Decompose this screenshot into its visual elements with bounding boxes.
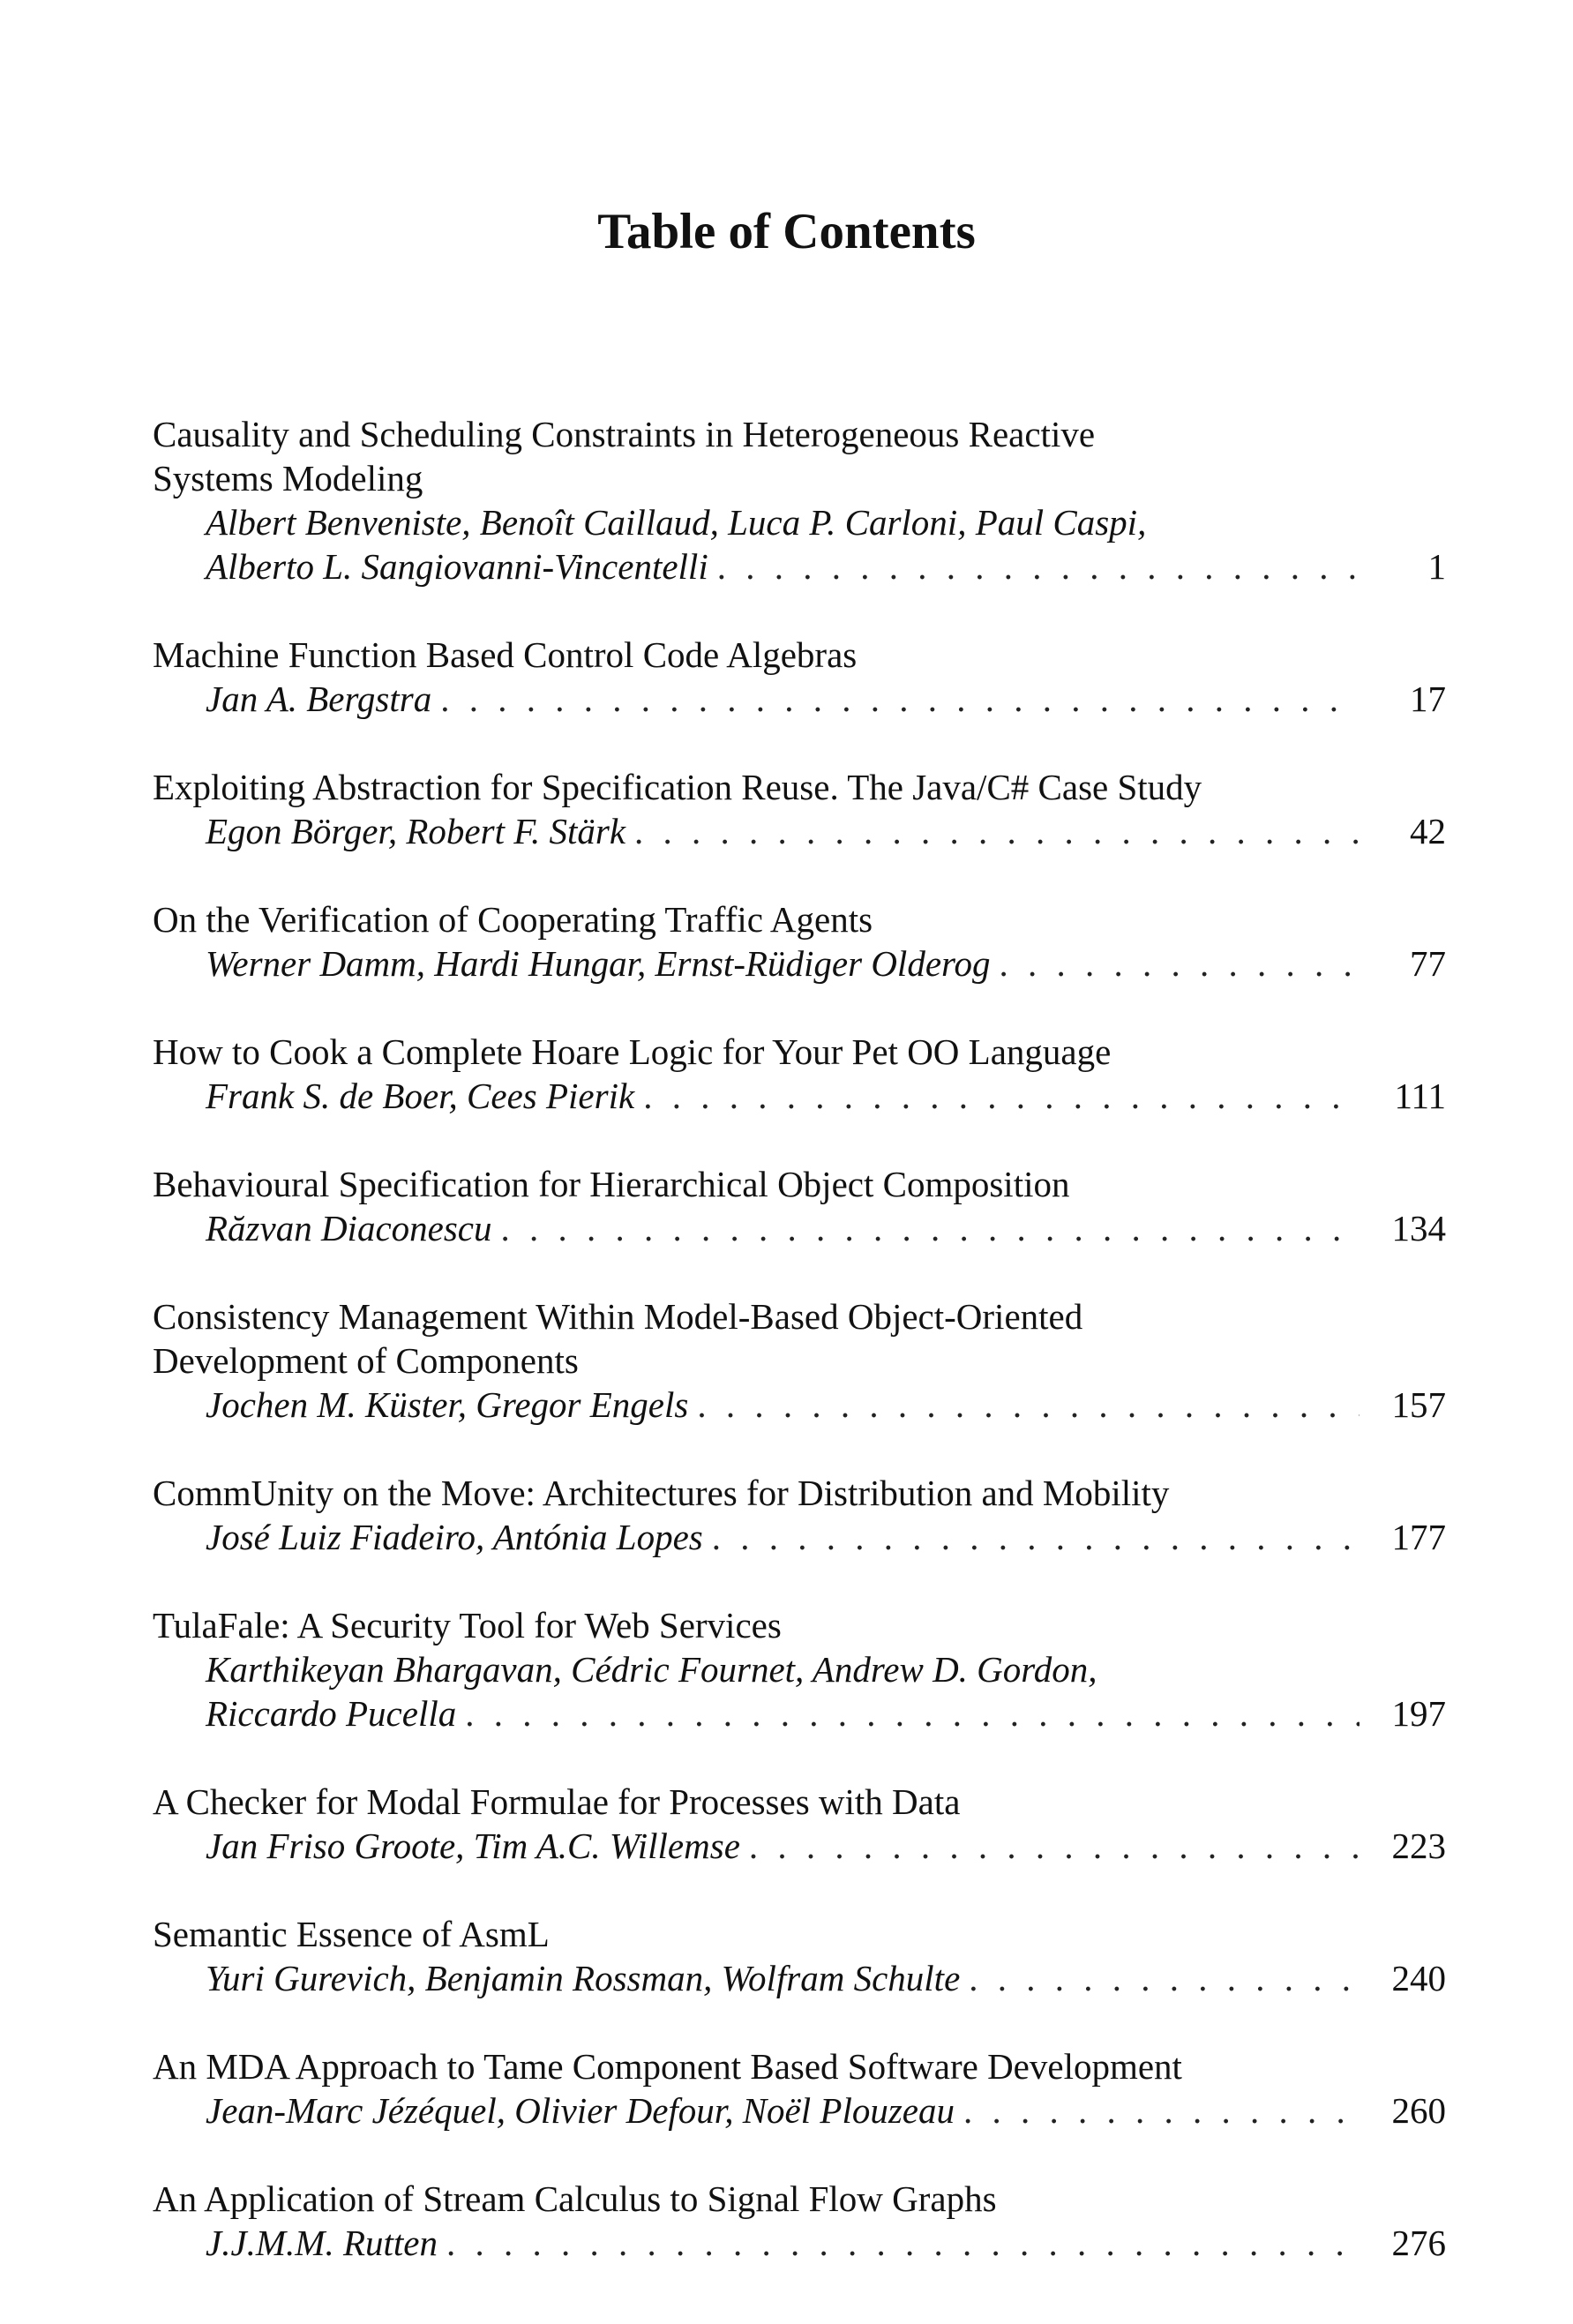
- entry-authors: Jean-Marc Jézéquel, Olivier Defour, Noël Plouzeau: [206, 2090, 955, 2131]
- dot-leader: [440, 677, 1360, 721]
- entry-title: TulaFale: A Security Tool for Web Services: [153, 1605, 782, 1646]
- page-title: Table of Contents: [597, 204, 976, 259]
- entry-authors: Egon Börger, Robert F. Stärk: [206, 811, 626, 851]
- entry-author-row: [153, 1383, 1446, 1427]
- entry-author-row: [153, 544, 1446, 588]
- page-number[interactable]: 276: [1391, 2223, 1446, 2263]
- entry-authors: Yuri Gurevich, Benjamin Rossman, Wolfram Schulte: [206, 1958, 961, 1998]
- entry-author-row: [153, 1206, 1446, 1250]
- page-number[interactable]: 77: [1410, 943, 1446, 984]
- dot-leader: [999, 941, 1360, 986]
- dot-leader: [712, 1515, 1360, 1559]
- toc-entry[interactable]: [153, 2177, 1446, 2265]
- entry-authors: Frank S. de Boer, Cees Pierik: [206, 1076, 635, 1116]
- entry-author-row: [153, 2221, 1446, 2265]
- entry-title: An MDA Approach to Tame Component Based Software Development: [153, 2046, 1182, 2087]
- entry-title: Exploiting Abstraction for Specification Reuse. The Java/C# Case Study: [153, 767, 1202, 807]
- entry-title: A Checker for Modal Formulae for Processes with Data: [153, 1781, 961, 1822]
- dot-leader: [501, 1206, 1360, 1250]
- entry-authors: Alberto L. Sangiovanni-Vincentelli: [206, 546, 708, 587]
- dot-leader: [643, 1074, 1360, 1118]
- entry-title: On the Verification of Cooperating Traffic Agents: [153, 899, 873, 940]
- entry-authors: Riccardo Pucella: [206, 1693, 457, 1734]
- page-number[interactable]: 42: [1410, 811, 1446, 851]
- page-number[interactable]: 134: [1391, 1208, 1446, 1248]
- entry-title: CommUnity on the Move: Architectures for Distribution and Mobility: [153, 1473, 1170, 1513]
- page-number[interactable]: 223: [1391, 1825, 1446, 1866]
- entry-author-row: [153, 1824, 1446, 1868]
- toc-list: [153, 412, 1446, 2309]
- entry-title: An Application of Stream Calculus to Signal Flow Graphs: [153, 2178, 997, 2219]
- entry-title: Systems Modeling: [153, 458, 423, 499]
- entry-title: Consistency Management Within Model-Based Object-Oriented: [153, 1296, 1083, 1337]
- entry-authors: Jan A. Bergstra: [206, 678, 432, 719]
- dot-leader: [717, 544, 1360, 588]
- toc-entry[interactable]: [153, 633, 1446, 721]
- entry-author-row: [153, 1074, 1446, 1118]
- entry-title: Semantic Essence of AsmL: [153, 1914, 550, 1954]
- entry-authors: Albert Benveniste, Benoît Caillaud, Luca P. Carloni, Paul Caspi,: [206, 502, 1147, 543]
- dot-leader: [697, 1383, 1360, 1427]
- toc-entry[interactable]: [153, 1912, 1446, 2000]
- toc-entry[interactable]: [153, 765, 1446, 853]
- dot-leader: [446, 2221, 1360, 2265]
- entry-authors: José Luiz Fiadeiro, Antónia Lopes: [206, 1517, 703, 1557]
- entry-title: Development of Components: [153, 1340, 579, 1381]
- entry-author-row: [153, 1515, 1446, 1559]
- page-number[interactable]: 260: [1391, 2090, 1446, 2131]
- page-number[interactable]: 177: [1391, 1517, 1446, 1557]
- toc-entry[interactable]: [153, 2044, 1446, 2133]
- entry-title: Machine Function Based Control Code Algebras: [153, 634, 858, 675]
- entry-author-row: [153, 809, 1446, 853]
- entry-author-row: [153, 1956, 1446, 2000]
- toc-entry[interactable]: [153, 1603, 1446, 1736]
- toc-entry[interactable]: [153, 1294, 1446, 1427]
- dot-leader: [969, 1956, 1360, 2000]
- entry-author-row: [153, 1691, 1446, 1736]
- page-number[interactable]: 111: [1394, 1076, 1446, 1116]
- page-number[interactable]: 197: [1391, 1693, 1446, 1734]
- entry-author-row: [153, 677, 1446, 721]
- toc-entry[interactable]: [153, 1162, 1446, 1250]
- dot-leader: [963, 2088, 1360, 2133]
- toc-entry[interactable]: [153, 1030, 1446, 1118]
- entry-title: Causality and Scheduling Constraints in Heterogeneous Reactive: [153, 414, 1096, 454]
- page-number[interactable]: 1: [1427, 546, 1446, 587]
- page-number[interactable]: 240: [1391, 1958, 1446, 1998]
- entry-author-row: [153, 2088, 1446, 2133]
- entry-authors: Werner Damm, Hardi Hungar, Ernst-Rüdiger Olderog: [206, 943, 991, 984]
- toc-entry[interactable]: [153, 1780, 1446, 1868]
- dot-leader: [749, 1824, 1360, 1868]
- entry-authors: Răzvan Diaconescu: [206, 1208, 492, 1248]
- entry-authors: Jan Friso Groote, Tim A.C. Willemse: [206, 1825, 740, 1866]
- toc-entry[interactable]: [153, 897, 1446, 986]
- entry-authors: J.J.M.M. Rutten: [206, 2223, 438, 2263]
- page-number[interactable]: 157: [1391, 1384, 1446, 1425]
- page-number[interactable]: 17: [1410, 678, 1446, 719]
- toc-entry[interactable]: [153, 1471, 1446, 1559]
- entry-authors: Jochen M. Küster, Gregor Engels: [206, 1384, 689, 1425]
- entry-author-row: [153, 941, 1446, 986]
- entry-authors: Karthikeyan Bhargavan, Cédric Fournet, Andrew D. Gordon,: [206, 1649, 1097, 1690]
- entry-title: Behavioural Specification for Hierarchical Object Composition: [153, 1164, 1070, 1204]
- entry-title: How to Cook a Complete Hoare Logic for Your Pet OO Language: [153, 1031, 1112, 1072]
- dot-leader: [634, 809, 1360, 853]
- dot-leader: [465, 1691, 1360, 1736]
- toc-entry[interactable]: [153, 412, 1446, 588]
